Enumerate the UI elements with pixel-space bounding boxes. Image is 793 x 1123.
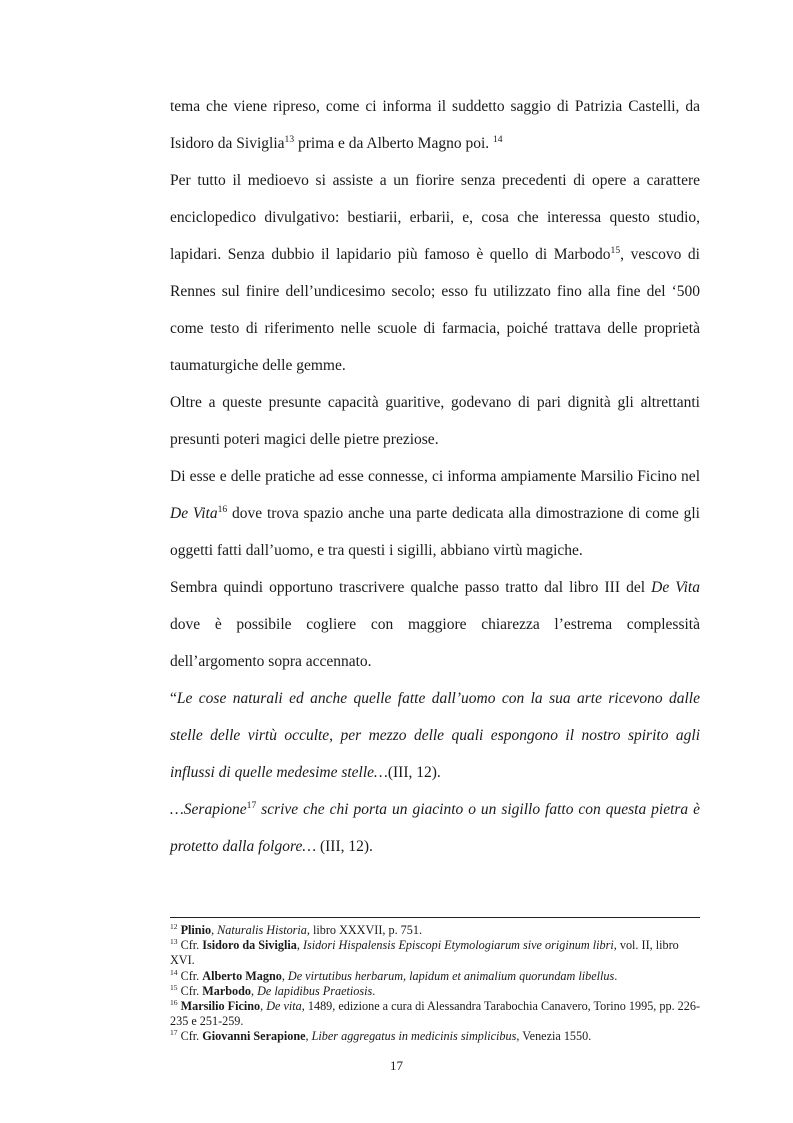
- body-text: [170, 88, 700, 865]
- footnote-ref-17[interactable]: 17: [246, 799, 257, 811]
- footnote: $^{12}$ Plinio, Naturalis Historia, libro XXXVII, p. 751.: [170, 921, 422, 937]
- paragraph-2: Per tutto il medioevo si assiste a un fiorire senza precedenti di opere a carattere enciclopedico divulgativo: bestiarii, erbarii, e, cosa che interessa questo studio, lapidari. Senza dubbio il lapidario più famoso è quello di Marbodo$^{15}$, vescovo di Rennes sul finire dell’undicesimo secolo; esso fu utilizzato fino alla fine del ‘500 come testo di riferimento nelle scuole di farmacia, poiché trattava delle proprietà taumaturgiche delle gemme.: [170, 172, 700, 374]
- footnotes: [170, 923, 700, 1045]
- footnote-ref-14[interactable]: 14: [493, 133, 503, 145]
- paragraph-5: Sembra quindi opportuno trascrivere qualche passo tratto dal libro III del De Vita dove è possibile cogliere con maggiore chiarezza l’estrema complessità dell’argomento sopra accennato.: [170, 579, 700, 670]
- paragraph-1: tema che viene ripreso, come ci informa il suddetto saggio di Patrizia Castelli, da Isidoro da Siviglia$^{13}$ prima e da Alberto Magno poi. $^{14}$: [170, 98, 700, 152]
- footnote-ref-16[interactable]: 16: [217, 503, 228, 515]
- footnote: $^{16}$ Marsilio Ficino, De vita, 1489, edizione a cura di Alessandra Tarabochia Canavero, Torino 1995, pp. 226-235 e 251-259.: [170, 997, 701, 1029]
- footnote: $^{14}$ Cfr. Alberto Magno, De virtutibus herbarum, lapidum et animalium quorundam libellus.: [170, 967, 618, 983]
- quotation-1: “Le cose naturali ed anche quelle fatte dall’uomo con la sua arte ricevono dalle stelle delle virtù occulte, per mezzo delle quali espongono il nostro spirito agli influssi di quelle medesime stelle…(III, 12).: [170, 690, 700, 781]
- footnote-ref-15[interactable]: 15: [610, 244, 621, 256]
- paragraph-4: Di esse e delle pratiche ad esse connesse, ci informa ampiamente Marsilio Ficino nel De Vita$^{16}$ dove trova spazio anche una parte dedicata alla dimostrazione di come gli oggetti fatti dall’uomo, e tra questi i sigilli, abbiano virtù magiche.: [170, 468, 700, 559]
- footnote-separator: [170, 917, 700, 918]
- footnote: $^{17}$ Cfr. Giovanni Serapione, Liber aggregatus in medicinis simplicibus, Venezia 1550.: [170, 1028, 592, 1044]
- paragraph-3: Oltre a queste presunte capacità guaritive, godevano di pari dignità gli altrettanti presunti poteri magici delle pietre preziose.: [170, 394, 700, 448]
- footnote-ref-13[interactable]: 13: [284, 133, 295, 145]
- footnote: $^{15}$ Cfr. Marbodo, De lapidibus Praetiosis.: [170, 982, 376, 998]
- work-title: De Vita: [170, 505, 218, 522]
- work-title: De Vita: [651, 579, 700, 596]
- footnote: $^{13}$ Cfr. Isidoro da Siviglia, Isidori Hispalensis Episcopi Etymologiarum sive originum libri, vol. II, libro XVI.: [170, 937, 679, 968]
- page-number: 17: [390, 1058, 403, 1073]
- quotation-2: …Serapione$^{17}$ scrive che chi porta un giacinto o un sigillo fatto con questa pietra è protetto dalla folgore… (III, 12).: [170, 799, 700, 855]
